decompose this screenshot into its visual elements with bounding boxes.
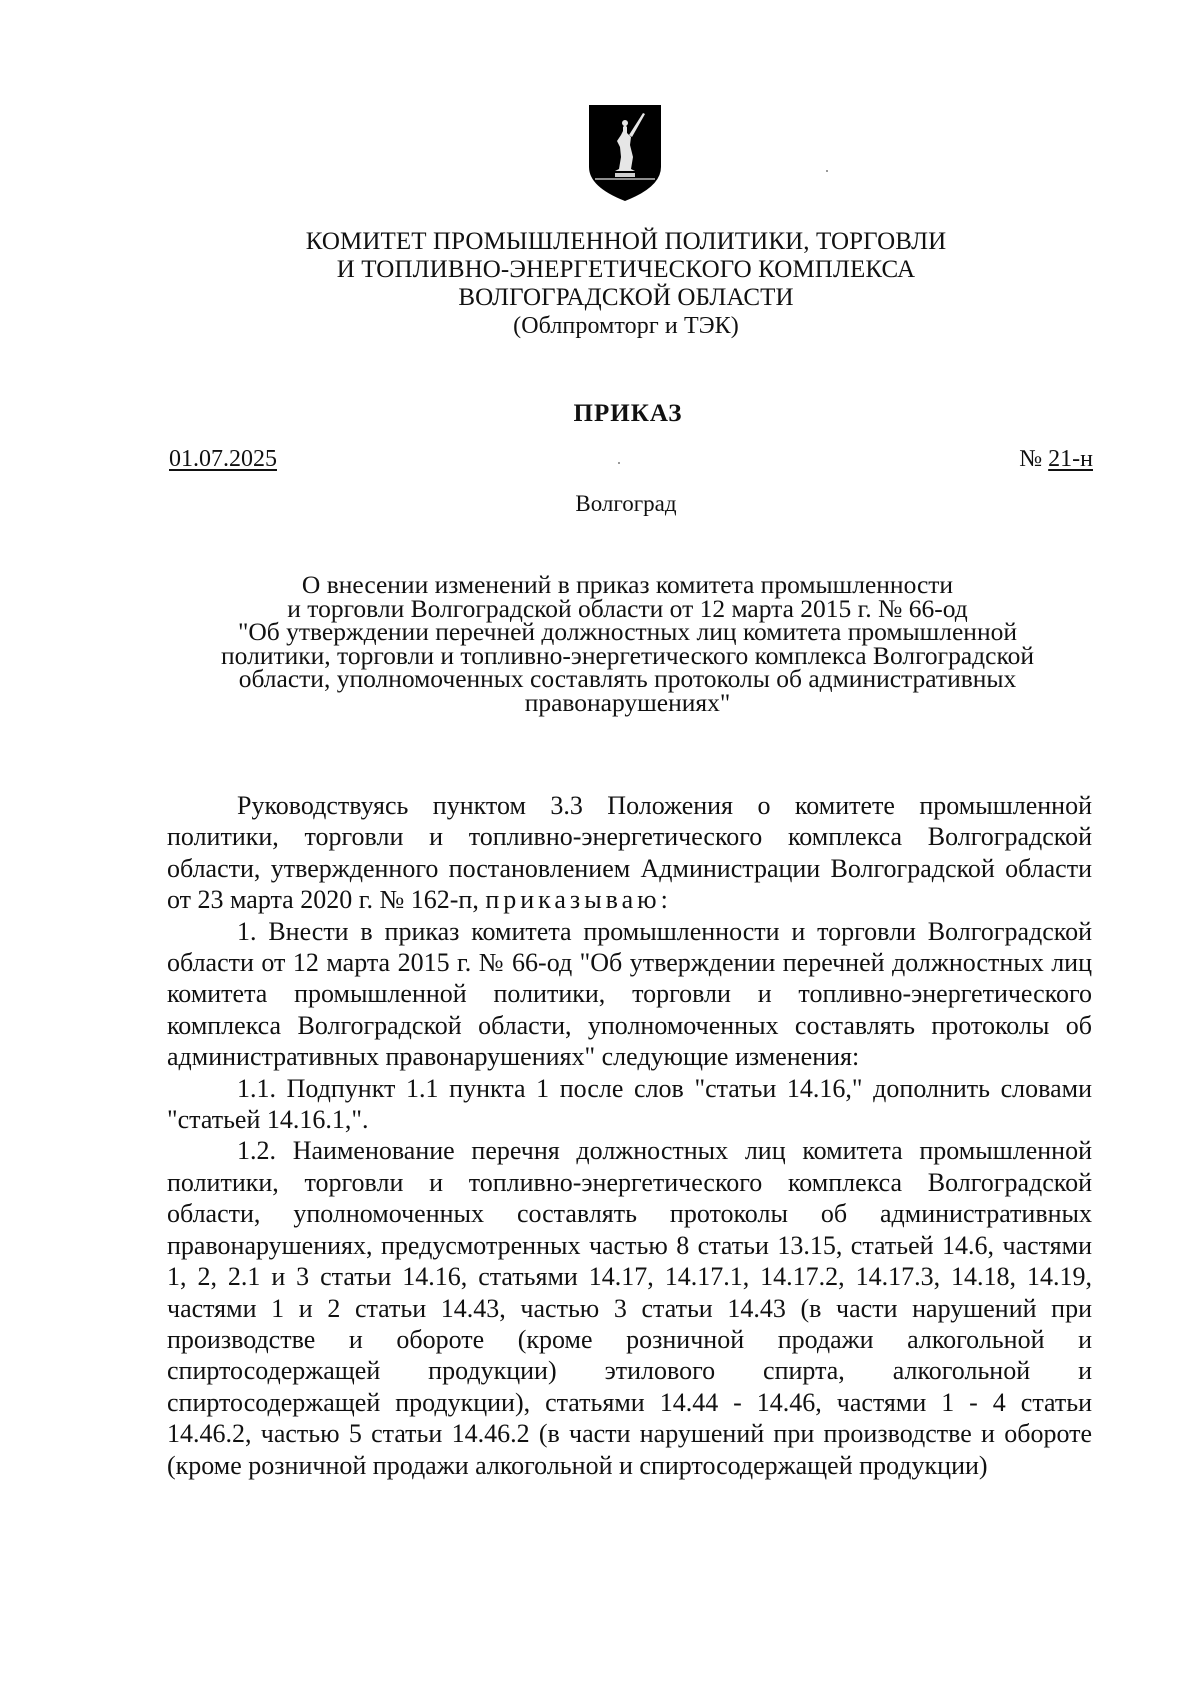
document-number	[1019, 446, 1093, 473]
subject-line: и торговли Волгоградской области от 12 марта 2015 г. № 66-од	[287, 593, 968, 623]
body-paragraph: 1.1. Подпункт 1.1 пункта 1 после слов "статьи 14.16," дополнить словами "статьей 14.16.1,".	[167, 1073, 1092, 1135]
document-date: 01.07.2025	[169, 446, 277, 472]
scan-speck	[826, 170, 828, 172]
preamble-text: Руководствуясь пунктом 3.3 Положения о комитете промышленной политики, торговли и топливно-энергетического комплекса Волгоградской области, утвержденного постановлением Администрации Волгоградской области от 23 марта 2020 г. № 162-п,	[167, 791, 1092, 915]
subject-line: "Об утверждении перечней должностных лиц комитета промышленной	[237, 617, 1018, 646]
subject-line: области, уполномоченных составлять протоколы об административных	[238, 664, 1017, 693]
subject-line: О внесении изменений в приказ комитета промышленности	[301, 570, 954, 599]
document-number-value: 21-н	[1048, 446, 1093, 472]
org-name-line: КОМИТЕТ ПРОМЫШЛЕННОЙ ПОЛИТИКИ, ТОРГОВЛИ	[305, 228, 947, 255]
document-body	[167, 790, 1092, 1481]
body-paragraph: 1.2. Наименование перечня должностных лиц комитета промышленной политики, торговли и топливно-энергетического комплекса Волгоградской области, уполномоченных составлять протоколы об административных правонарушениях, предусмотренных частью 8 статьи 13.15, статьей 14.6, частями 1, 2, 2.1 и 3 статьи 14.16, статьями 14.17, 14.17.1, 14.17.2, 14.17.3, 14.18, 14.19, частями 1 и 2 статьи 14.43, частью 3 статьи 14.43 (в части нарушений при производстве и обороте (кроме розничной продажи алкогольной и спиртосодержащей продукции) этилового спирта, алкогольной и спиртосодержащей продукции), статьями 14.44 - 14.46, частями 1 - 4 статьи 14.46.2, частью 5 статьи 14.46.2 (в части нарушений при производстве и обороте (кроме розничной продажи алкогольной и спиртосодержащей продукции)	[167, 1136, 1092, 1480]
body-paragraph: 1. Внести в приказ комитета промышленности и торговли Волгоградской области от 12 марта 2015 г. № 66-од "Об утверждении перечней должностных лиц комитета промышленной политики, торговли и топливно-энергетического комплекса Волгоградской области, уполномоченных составлять протоколы об административных правонарушениях" следующие изменения:	[167, 916, 1092, 1072]
order-word: приказываю	[485, 885, 661, 915]
subject-line: политики, торговли и топливно-энергетического комплекса Волгоградской	[221, 640, 1034, 670]
organization-name	[0, 228, 1200, 340]
subject-line: правонарушениях"	[524, 687, 731, 717]
document-type: ПРИКАЗ	[573, 400, 683, 427]
preamble-paragraph	[167, 790, 1092, 916]
org-name-line: И ТОПЛИВНО-ЭНЕРГЕТИЧЕСКОГО КОМПЛЕКСА	[336, 256, 916, 283]
org-name-line: ВОЛГОГРАДСКОЙ ОБЛАСТИ	[458, 284, 794, 311]
document-city: Волгоград	[575, 491, 677, 516]
volgograd-coat-of-arms-icon	[589, 105, 661, 201]
document-subject	[160, 570, 1095, 717]
order-suffix: :	[660, 885, 668, 915]
org-short-name: (Облпромторг и ТЭК)	[513, 313, 739, 339]
scan-speck	[618, 462, 620, 464]
document-number-prefix: №	[1019, 446, 1049, 472]
